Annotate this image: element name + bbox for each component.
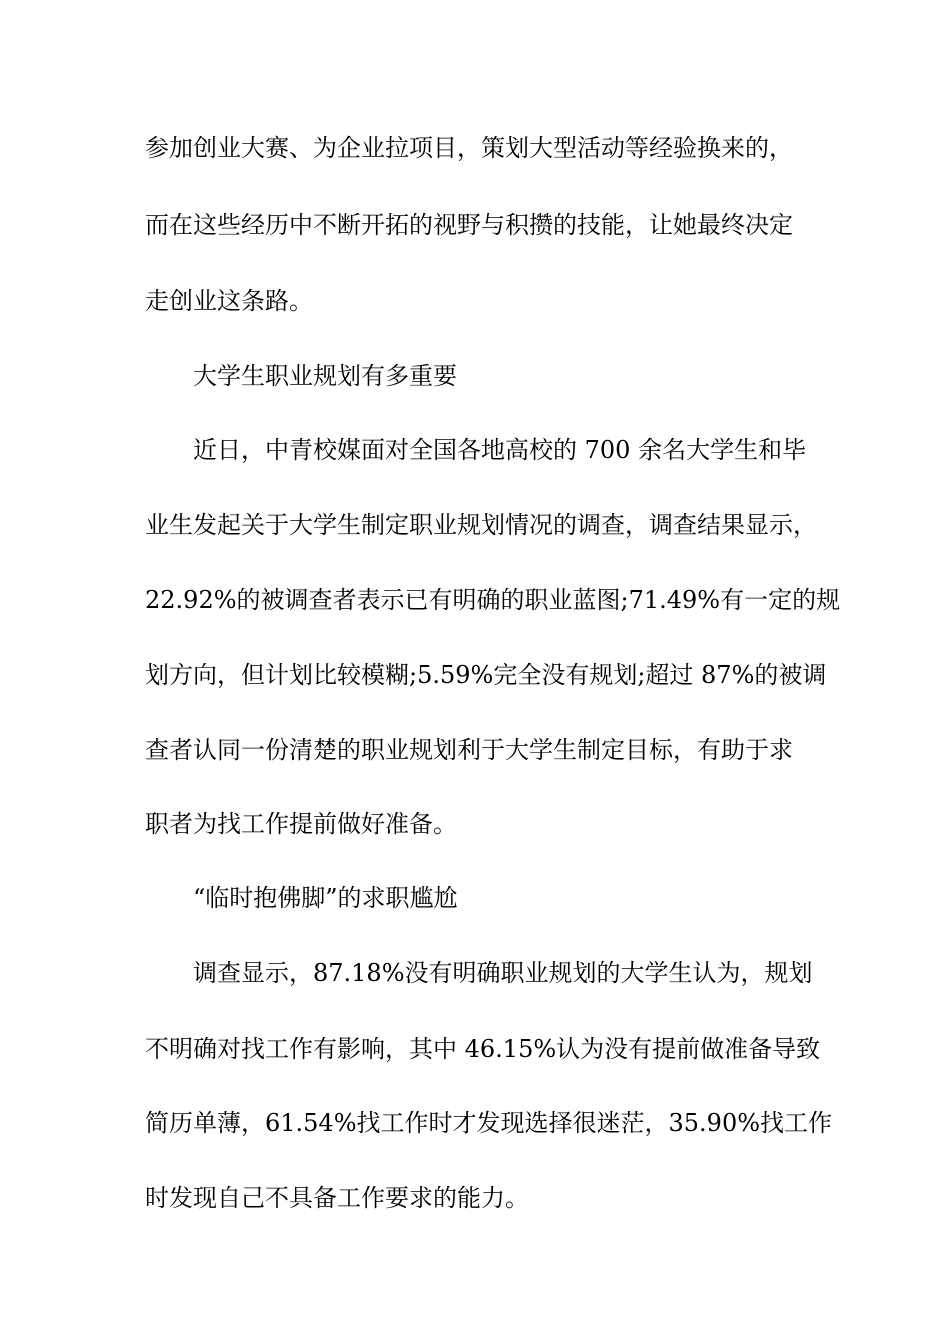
paragraph-line: 划方向，但计划比较模糊;5.59%完全没有规划;超过 87%的被调 <box>145 661 827 689</box>
paragraph-line: 调查显示，87.18%没有明确职业规划的大学生认为，规划 <box>193 959 813 987</box>
paragraph-line: 而在这些经历中不断开拓的视野与积攒的技能，让她最终决定 <box>145 211 793 239</box>
paragraph-line: 不明确对找工作有影响，其中 46.15%认为没有提前做准备导致 <box>145 1035 821 1063</box>
paragraph-line: 简历单薄，61.54%找工作时才发现选择很迷茫，35.90%找工作 <box>145 1109 833 1137</box>
paragraph-line: 时发现自己不具备工作要求的能力。 <box>145 1184 529 1212</box>
section-heading: 大学生职业规划有多重要 <box>193 362 457 390</box>
section-heading: “临时抱佛脚”的求职尴尬 <box>193 884 458 912</box>
paragraph-line: 业生发起关于大学生制定职业规划情况的调查，调查结果显示， <box>145 511 817 539</box>
paragraph-line: 22.92%的被调查者表示已有明确的职业蓝图;71.49%有一定的规 <box>145 586 841 614</box>
paragraph-line: 查者认同一份清楚的职业规划利于大学生制定目标，有助于求 <box>145 736 793 764</box>
paragraph-line: 走创业这条路。 <box>145 287 313 315</box>
paragraph-line: 职者为找工作提前做好准备。 <box>145 810 457 838</box>
paragraph-line: 参加创业大赛、为企业拉项目，策划大型活动等经验换来的， <box>145 134 793 162</box>
paragraph-line: 近日，中青校媒面对全国各地高校的 700 余名大学生和毕 <box>193 436 807 464</box>
